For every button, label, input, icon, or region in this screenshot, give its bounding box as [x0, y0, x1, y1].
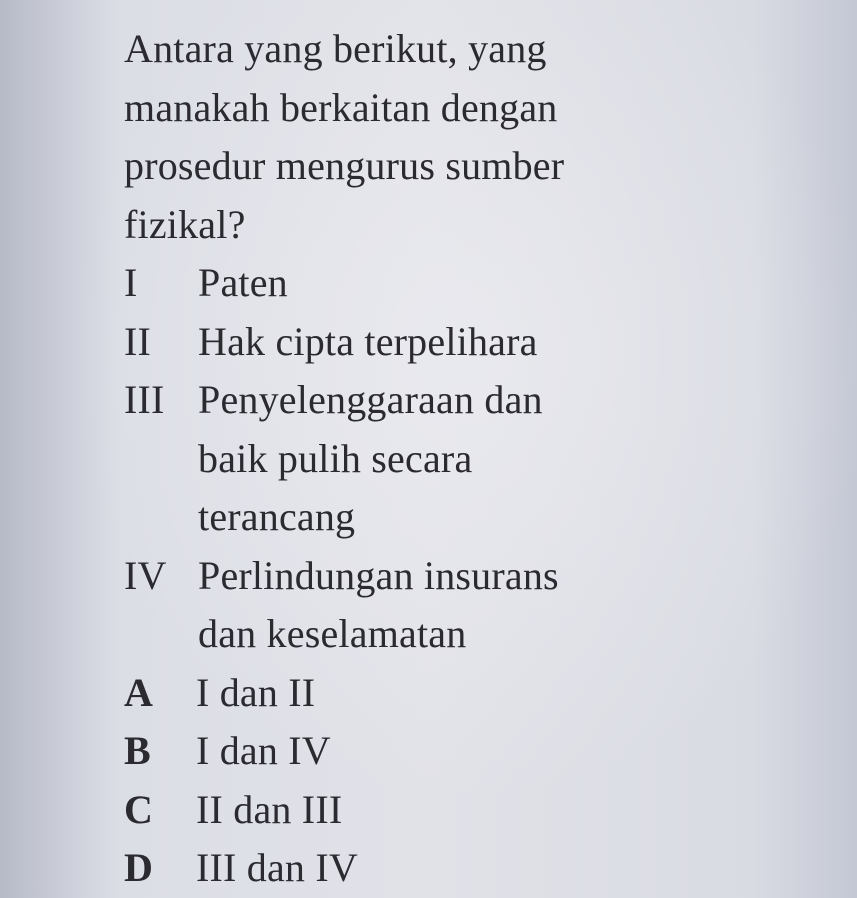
statement-i [124, 254, 764, 313]
statement-text [198, 254, 764, 313]
option-text: II dan III [196, 786, 343, 832]
statement-text [198, 371, 764, 547]
statement-list [124, 254, 764, 664]
statement-line: dan keselamatan [198, 611, 467, 656]
statement-numeral: III [124, 377, 165, 422]
statement-numeral: I [124, 260, 138, 305]
question-line: Antara yang berikut, yang [124, 26, 547, 71]
option-text: III dan IV [196, 845, 358, 890]
statement-line: Paten [198, 260, 288, 305]
question-line: prosedur mengurus sumber [124, 143, 565, 188]
option-letter: A [124, 669, 154, 715]
option-letter: D [124, 845, 154, 890]
statement-line: Hak cipta terpelihara [198, 318, 538, 364]
option-letter: C [124, 786, 154, 832]
question-text [124, 20, 764, 254]
statement-line: Penyelenggaraan dan [198, 377, 543, 422]
option-a[interactable] [116, 664, 764, 723]
option-c[interactable] [116, 781, 764, 840]
statement-line: Perlindungan insurans [198, 552, 559, 598]
answer-options [116, 664, 764, 898]
statement-text [198, 547, 764, 664]
question-line: fizikal? [124, 201, 246, 247]
option-b[interactable] [116, 722, 764, 781]
option-letter: B [124, 728, 151, 773]
statement-numeral: IV [124, 552, 167, 598]
statement-ii [124, 313, 764, 372]
option-d[interactable] [116, 839, 764, 898]
statement-iv [124, 547, 764, 664]
question-card [124, 20, 764, 898]
question-line: manakah berkaitan dengan [124, 84, 558, 130]
option-text: I dan II [196, 669, 316, 715]
statement-text [198, 313, 764, 372]
statement-line: baik pulih secara [198, 435, 473, 481]
statement-iii [124, 371, 764, 547]
statement-line: terancang [198, 494, 356, 539]
option-text: I dan IV [196, 728, 331, 773]
statement-numeral: II [124, 318, 152, 364]
